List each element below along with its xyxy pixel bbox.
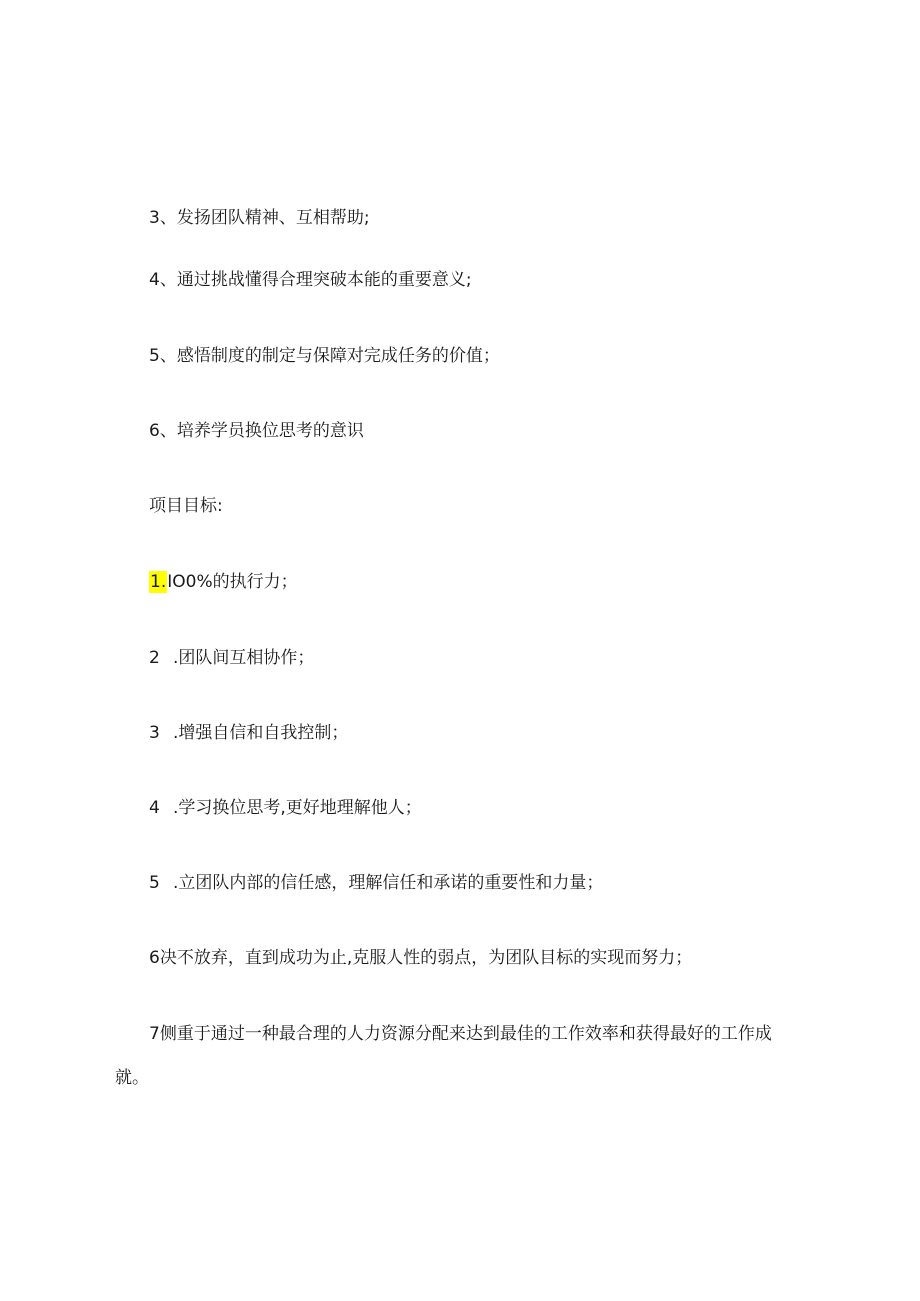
objective-line-5: 5、感悟制度的制定与保障对完成任务的价值； xyxy=(149,346,500,366)
goal-text: .立团队内部的信任感，理解信任和承诺的重要性和力量； xyxy=(173,873,604,893)
goal-text: .团队间互相协作； xyxy=(173,648,315,668)
goal-line-5 xyxy=(149,872,603,894)
objective-line-6: 6、培养学员换位思考的意识 xyxy=(149,421,364,441)
goal-number-highlight: 1. xyxy=(150,572,167,592)
objective-line-3: 3、发扬团队精神、互相帮助; xyxy=(149,208,370,228)
goal-line-1 xyxy=(149,571,298,593)
goal-number: 5 xyxy=(149,873,160,893)
goal-line-6: 6决不放弃，直到成功为止,克服人性的弱点，为团队目标的实现而努力； xyxy=(149,948,693,968)
goal-line-7-continuation: 就。 xyxy=(115,1068,149,1088)
section-heading: 项目目标: xyxy=(149,496,223,516)
goal-line-7: 7侧重于通过一种最合理的人力资源分配来达到最佳的工作效率和获得最好的工作成 xyxy=(149,1024,772,1044)
goal-number: 2 xyxy=(149,648,160,668)
goal-number: 3 xyxy=(149,723,160,743)
goal-number: 4 xyxy=(149,798,160,818)
goal-text: IO0%的执行力； xyxy=(167,572,298,592)
goal-line-2 xyxy=(149,647,314,669)
goal-text: .增强自信和自我控制； xyxy=(173,723,349,743)
goal-text: .学习换位思考,更好地理解他人； xyxy=(173,798,422,818)
goal-line-3 xyxy=(149,722,348,744)
objective-line-4: 4、通过挑战懂得合理突破本能的重要意义; xyxy=(149,270,472,290)
goal-line-4 xyxy=(149,797,422,819)
